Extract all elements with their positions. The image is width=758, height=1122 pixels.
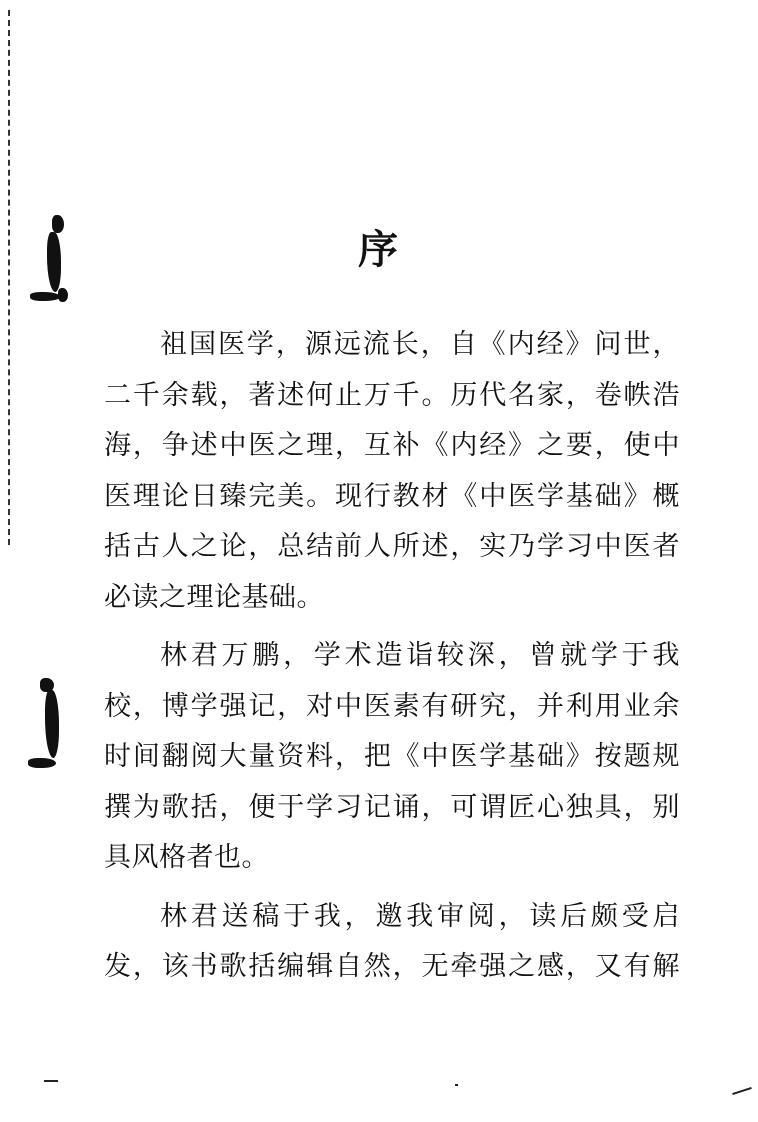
text-line: 括古人之论，总结前人所述，实乃学习中医者: [104, 531, 680, 562]
text-line: 撰为歌括，便于学习记诵，可谓匠心独具，别: [104, 791, 680, 823]
preface-body: [104, 320, 680, 993]
text-line: 时间翻阅大量资料，把《中医学基础》按题规: [104, 741, 680, 772]
text-line: 具风格者也。: [104, 842, 269, 873]
paragraph-1: [104, 320, 680, 623]
paragraph-2: [104, 631, 680, 884]
text-line: 二千余载，著述何止万千。历代名家，卷帙浩: [104, 379, 680, 411]
paragraph-3: [104, 892, 680, 993]
text-line: 医理论日臻完美。现行教材《中医学基础》概: [104, 480, 680, 512]
text-line: 林君送稿于我，邀我审阅，读后颇受启: [160, 900, 680, 932]
page-title: 序: [358, 226, 400, 273]
text-line: 林君万鹏，学术造诣较深，曾就学于我: [160, 640, 680, 671]
text-line: 海，争述中医之理，互补《内经》之要，使中: [104, 430, 680, 461]
text-line: 必读之理论基础。: [104, 581, 324, 613]
text-line: 发，该书歌括编辑自然，无牵强之感，又有解: [104, 951, 680, 982]
text-line: 祖国医学，源远流长，自《内经》问世，: [160, 329, 680, 360]
text-line: 校，博学强记，对中医素有研究，并利用业余: [104, 690, 680, 722]
